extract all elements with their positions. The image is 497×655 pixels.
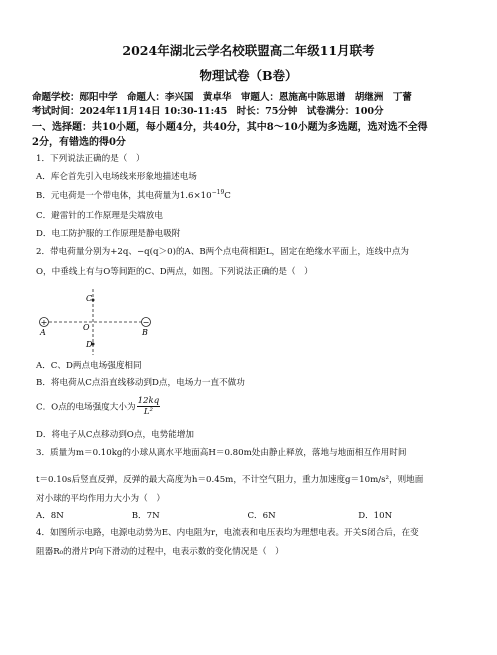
q3-option-c: C．6N: [247, 511, 276, 521]
q2-option-a: A．C、D两点电场强度相同: [36, 361, 142, 371]
q1-option-b: [36, 189, 231, 201]
q1-option-d: D．电工防护服的工作原理是静电吸附: [36, 229, 181, 239]
q3-option-b: B．7N: [131, 511, 160, 521]
label-a: A: [40, 328, 46, 337]
fraction-numerator: 12kq: [137, 396, 160, 406]
exam-authors: 命题学校：郧阳中学 命题人：李兴国 黄卓华 审题人：恩施高中陈思谱 胡继洲 丁蕾: [32, 92, 412, 103]
section-heading: 一、选择题：共10小题，每小题4分，共40分，其中8～10小题为多选题，选对选不全得: [32, 122, 428, 133]
q3-stem-line2-end: ，则地面: [388, 475, 424, 485]
q1-option-c: C．避雷针的工作原理是尖端放电: [36, 211, 163, 221]
charge-b-sign: −: [142, 318, 150, 327]
q4-stem-line2: 阻器R₀的滑片P向下滑动的过程中，电表示数的变化情况是（ ）: [36, 547, 284, 557]
exam-subtitle: 物理试卷（B卷）: [199, 68, 298, 83]
section-heading-cont: 2分，有错选的得0分: [32, 137, 126, 148]
q4-stem-line1: 4．如图所示电路，电源电动势为E、内电阻为r，电流表和电压表均为理想电表。开关S闭合后，在变: [36, 528, 419, 538]
fraction-denominator: L²: [143, 407, 153, 417]
q3-stem-line3: 对小球的平均作用力大小为（ ）: [36, 494, 165, 504]
q3-option-a: A．8N: [36, 511, 64, 521]
q2-stem-line1: 2．带电荷量分别为+2q、−q(q＞0)的A、B两个点电荷相距L，固定在绝缘水平面上，连线中点为: [36, 247, 410, 257]
label-b: B: [142, 328, 148, 337]
q1-option-a: A．库仑首先引入电场线来形象地描述电场: [36, 172, 197, 182]
q2-option-c-text: C．O点的电场强度大小为: [36, 402, 136, 413]
q3-stem-line1: 3．质量为m＝0.10kg的小球从离水平地面高H＝0.80m处由静止释放，落地与地面相互作用时间: [36, 448, 407, 458]
q1-option-b-text: B．元电荷是一个带电体，其电荷量为1.6×10: [36, 191, 212, 201]
q2-option-b: B．将电荷从C点沿直线移动到D点，电场力一直不做功: [36, 378, 245, 388]
q3-stem-line2-text: t＝0.10s后竖直反弹，反弹的最大高度为h＝0.45m，不计空气阻力，重力加速度g＝10: [36, 475, 371, 485]
q2-option-c: [36, 396, 161, 417]
q1-option-b-exp: −19: [211, 189, 225, 197]
label-o: O: [83, 323, 90, 332]
q3-accel-unit: m/s²: [370, 475, 389, 485]
q2-option-c-fraction: [137, 396, 161, 417]
q2-option-d: D．将电子从C点移动到O点，电势能增加: [36, 430, 195, 440]
q1-option-b-unit: C: [224, 191, 231, 201]
charges-diagram: [36, 287, 156, 357]
exam-time-info: 考试时间：2024年11月14日 10:30-11:45 时长：75分钟 试卷满分：100分: [32, 106, 384, 117]
label-c: C: [86, 294, 93, 303]
q1-stem: 1．下列说法正确的是（ ）: [36, 154, 145, 164]
q3-stem-line2: [36, 473, 466, 485]
charge-a-sign: +: [40, 318, 48, 327]
q3-options: [36, 509, 466, 521]
q3-option-d: D．10N: [358, 511, 393, 521]
label-d: D: [86, 340, 93, 349]
exam-title: 2024年湖北云学名校联盟高二年级11月联考: [122, 43, 375, 58]
q2-stem-line2: O，中垂线上有与O等间距的C、D两点，如图。下列说法正确的是（ ）: [36, 267, 313, 277]
